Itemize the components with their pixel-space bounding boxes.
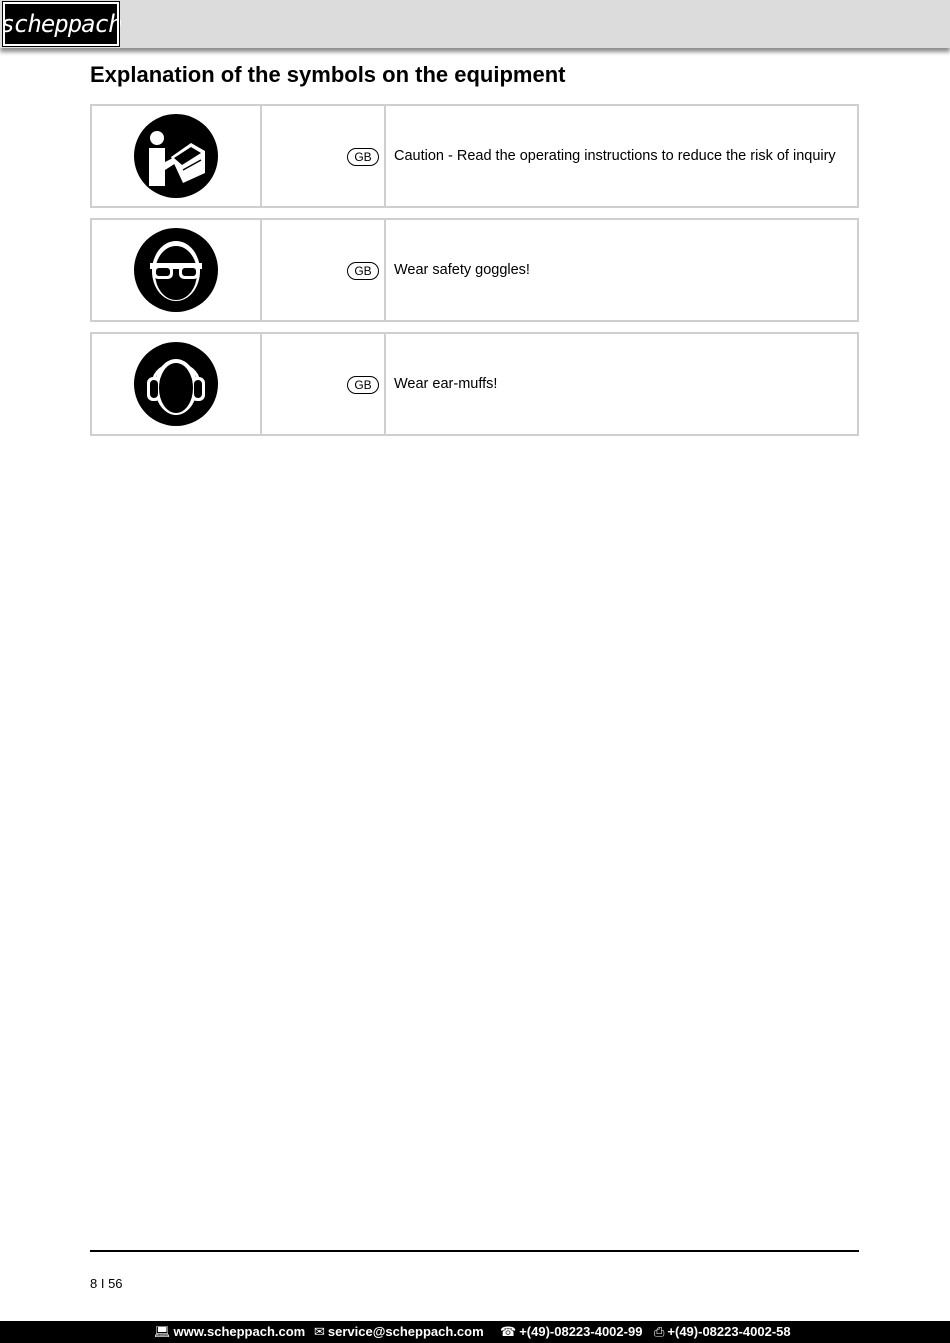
symbol-icon-cell — [92, 106, 262, 206]
mail-icon: ✉ — [314, 1324, 325, 1339]
safety-goggles-icon — [133, 227, 219, 313]
phone-number[interactable]: +(49)-08223-4002-99 — [519, 1324, 643, 1339]
fax-number[interactable]: +(49)-08223-4002-58 — [667, 1324, 791, 1339]
symbol-row — [90, 332, 859, 436]
ear-muffs-icon — [133, 341, 219, 427]
email-link[interactable]: service@scheppach.com — [327, 1324, 484, 1339]
language-cell — [262, 220, 386, 320]
phone-icon: ☎ — [500, 1324, 517, 1339]
fax-contact[interactable] — [654, 1324, 791, 1340]
email-contact[interactable] — [314, 1324, 484, 1340]
computer-icon: 💻︎ — [154, 1324, 171, 1339]
read-manual-icon — [133, 113, 219, 199]
language-cell — [262, 334, 386, 434]
header-bar — [0, 0, 950, 48]
fax-icon: ⎙ — [654, 1324, 665, 1339]
symbol-description: Caution - Read the operating instructions to reduce the risk of inquiry — [394, 148, 836, 164]
footer-bar — [0, 1321, 950, 1343]
symbol-description: Wear ear-muffs! — [394, 376, 498, 392]
language-cell — [262, 106, 386, 206]
language-badge: GB — [347, 148, 379, 166]
website-link[interactable]: www.scheppach.com — [173, 1324, 306, 1339]
footer-divider — [90, 1250, 859, 1252]
symbol-row — [90, 104, 859, 208]
symbol-row — [90, 218, 859, 322]
language-badge: GB — [347, 262, 379, 280]
symbol-icon-cell — [92, 220, 262, 320]
language-badge: GB — [347, 376, 379, 394]
page-title: Explanation of the symbols on the equipment — [90, 62, 566, 87]
page-number: 8 I 56 — [90, 1276, 123, 1291]
symbol-icon-cell — [92, 334, 262, 434]
symbol-description: Wear safety goggles! — [394, 262, 530, 278]
phone-contact[interactable] — [500, 1324, 642, 1340]
website-contact[interactable] — [154, 1324, 305, 1340]
brand-logo[interactable]: scheppach — [3, 2, 119, 46]
